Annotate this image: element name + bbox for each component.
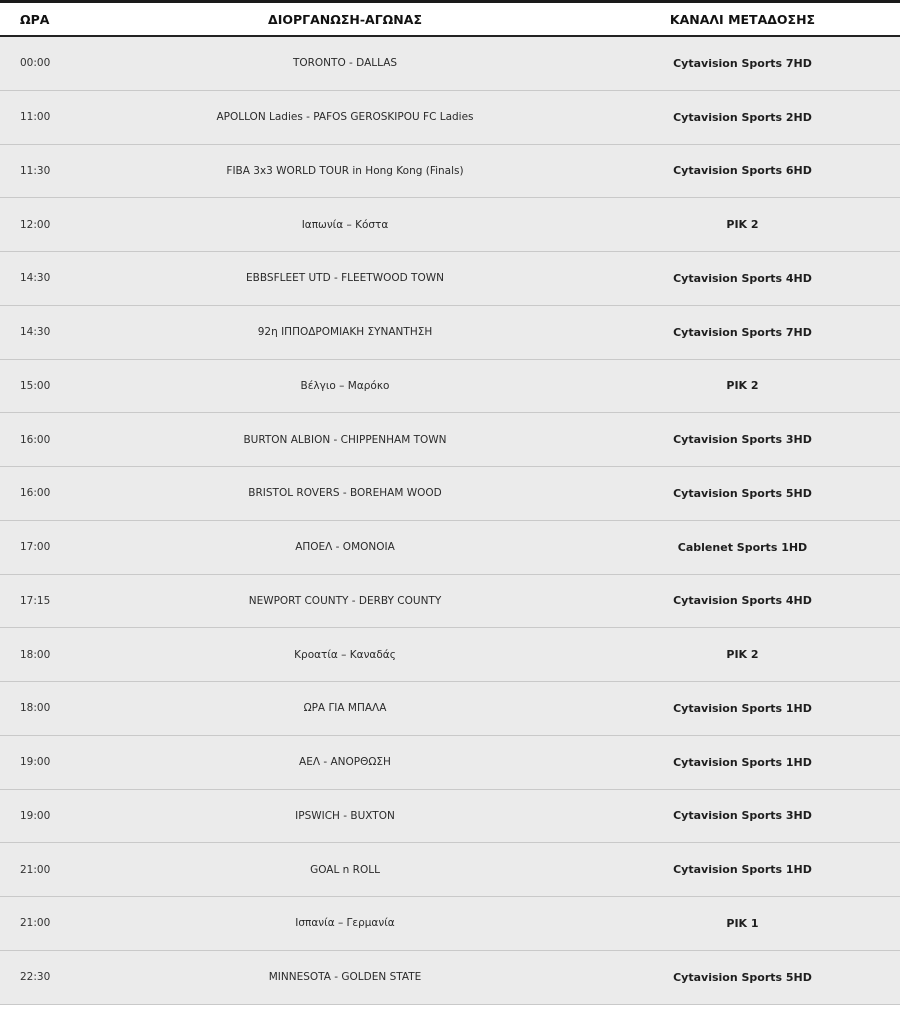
header-time: ΩΡΑ (20, 11, 50, 27)
header-channel: ΚΑΝΑΛΙ ΜΕΤΑΔΟΣΗΣ (669, 11, 816, 27)
table-row (0, 198, 900, 252)
row-channel: ΡΙΚ 1 (726, 916, 759, 930)
row-time: 19:00 (20, 809, 51, 822)
table-row (0, 91, 900, 145)
table-row (0, 736, 900, 790)
row-channel: Cytavision Sports 3HD (673, 809, 812, 823)
table-row (0, 413, 900, 467)
row-match: NEWPORT COUNTY - DERBY COUNTY (248, 594, 442, 607)
row-match: ΩΡΑ ΓΙΑ ΜΠΑΛΑ (303, 702, 387, 715)
row-channel: Cytavision Sports 1HD (673, 863, 812, 877)
row-match: TORONTO - DALLAS (292, 57, 398, 70)
row-channel: Cytavision Sports 3HD (673, 433, 812, 447)
row-match: GOAL n ROLL (310, 863, 380, 876)
header-match: ΔΙΟΡΓΑΝΩΣΗ-ΑΓΩΝΑΣ (268, 11, 422, 27)
row-match: FIBA 3x3 WORLD TOUR in Hong Kong (Finals) (226, 164, 464, 177)
table-row (0, 843, 900, 897)
row-match: EBBSFLEET UTD - FLEETWOOD TOWN (246, 272, 444, 285)
row-channel: Cytavision Sports 2HD (673, 110, 812, 124)
row-time: 11:00 (20, 111, 51, 124)
row-time: 16:00 (20, 433, 51, 446)
row-time: 16:00 (20, 487, 51, 500)
row-time: 19:00 (20, 756, 51, 769)
row-time: 21:00 (20, 863, 51, 876)
row-time: 17:15 (20, 594, 51, 607)
table-header (0, 3, 900, 37)
row-match: MINNESOTA - GOLDEN STATE (268, 971, 422, 984)
row-time: 00:00 (20, 57, 51, 70)
row-time: 22:30 (20, 971, 51, 984)
row-channel: Cytavision Sports 4HD (673, 271, 812, 285)
row-match: ΑΕΛ - ΑΝΟΡΘΩΣΗ (299, 756, 391, 769)
table-row (0, 628, 900, 682)
row-match: APOLLON Ladies - PAFOS GEROSKIPOU FC Ladies (216, 111, 474, 124)
table-row (0, 467, 900, 521)
row-channel: ΡΙΚ 2 (726, 379, 759, 393)
table-row (0, 897, 900, 951)
row-match: Κροατία – Καναδάς (294, 648, 396, 661)
row-channel: Cytavision Sports 5HD (673, 486, 812, 500)
table-row (0, 575, 900, 629)
table-row (0, 252, 900, 306)
table-row (0, 360, 900, 414)
row-channel: Cytavision Sports 7HD (673, 56, 812, 70)
row-time: 15:00 (20, 379, 51, 392)
row-time: 14:30 (20, 272, 51, 285)
row-channel: Cytavision Sports 6HD (673, 164, 812, 178)
table-body (0, 37, 900, 1005)
row-channel: Cytavision Sports 5HD (673, 970, 812, 984)
row-match: Ιαπωνία – Κόστα (301, 218, 389, 231)
row-time: 21:00 (20, 917, 51, 930)
table-row (0, 790, 900, 844)
table-row (0, 306, 900, 360)
row-time: 17:00 (20, 541, 51, 554)
row-time: 12:00 (20, 218, 51, 231)
table-row (0, 682, 900, 736)
row-channel: Cytavision Sports 1HD (673, 755, 812, 769)
row-channel: ΡΙΚ 2 (726, 218, 759, 232)
row-time: 11:30 (20, 164, 51, 177)
row-match: BURTON ALBION - CHIPPENHAM TOWN (243, 433, 447, 446)
row-channel: ΡΙΚ 2 (726, 648, 759, 662)
row-channel: Cytavision Sports 1HD (673, 701, 812, 715)
row-channel: Cablenet Sports 1HD (677, 540, 808, 554)
row-match: BRISTOL ROVERS - BOREHAM WOOD (248, 487, 442, 500)
row-channel: Cytavision Sports 4HD (673, 594, 812, 608)
row-match: IPSWICH - BUXTON (295, 809, 395, 822)
row-time: 18:00 (20, 702, 51, 715)
row-time: 18:00 (20, 648, 51, 661)
row-match: Βέλγιο – Μαρόκο (300, 379, 390, 392)
row-match: 92η ΙΠΠΟΔΡΟΜΙΑΚΗ ΣΥΝΑΝΤΗΣΗ (257, 326, 433, 339)
row-match: ΑΠΟΕΛ - ΟΜΟΝΟΙΑ (295, 541, 395, 554)
row-channel: Cytavision Sports 7HD (673, 325, 812, 339)
table-row (0, 521, 900, 575)
row-match: Ισπανία – Γερμανία (295, 917, 395, 930)
table-row (0, 145, 900, 199)
table-row (0, 951, 900, 1005)
table-row (0, 37, 900, 91)
row-time: 14:30 (20, 326, 51, 339)
